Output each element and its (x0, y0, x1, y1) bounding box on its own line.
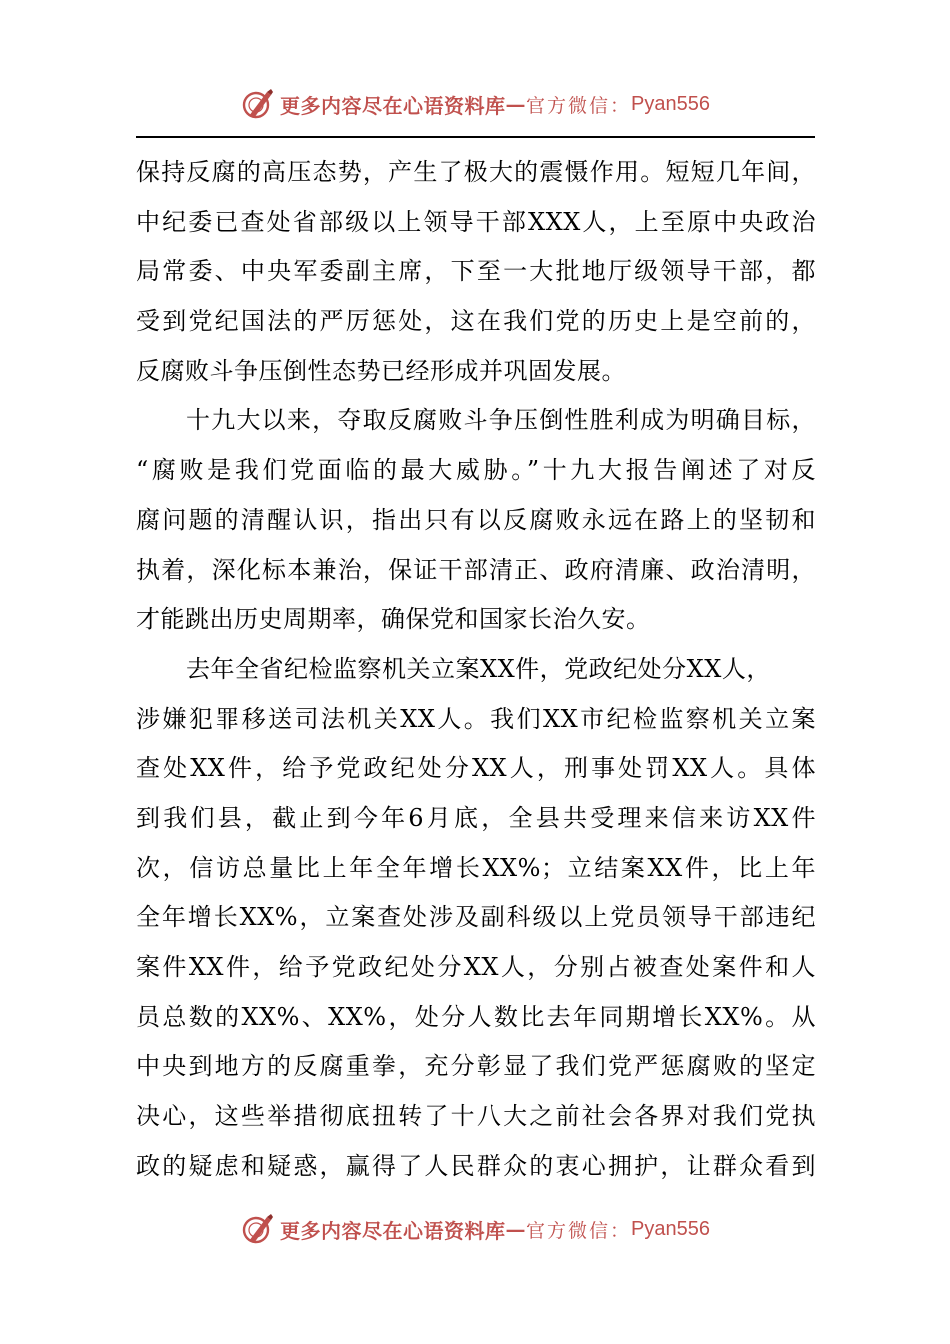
header-wechat-label: 官方微信： (526, 94, 632, 117)
footer-banner (0, 1207, 950, 1251)
text-line: 到我们县，截止到今年6月底，全县共受理来信来访XX件 (136, 803, 816, 832)
header-separator: — (505, 92, 526, 116)
header-brand-text: 更多内容尽在心语资料库 (280, 93, 506, 118)
text-line: 反腐败斗争压倒性态势已经形成并巩固发展。 (136, 356, 626, 385)
text-line: 涉嫌犯罪移送司法机关XX人。我们XX市纪检监察机关立案 (136, 704, 816, 733)
text-line: 中纪委已查处省部级以上领导干部XXX人，上至原中央政治 (136, 207, 816, 236)
text-line: 员总数的XX%、XX%，处分人数比去年同期增长XX%。从 (136, 1002, 816, 1031)
header-divider (136, 136, 815, 138)
text-line: 十九大以来，夺取反腐败斗争压倒性胜利成为明确目标， (186, 406, 816, 435)
header-wechat-id: Pyan556 (631, 92, 710, 115)
text-line: 案件XX件，给予党政纪处分XX人，分别占被查处案件和人 (136, 953, 816, 981)
text-line: 腐问题的清醒认识，指出只有以反腐败永远在路上的坚韧和 (136, 505, 816, 534)
header-banner (0, 82, 950, 126)
text-line: 次，信访总量比上年全年增长XX%；立结案XX件，比上年 (136, 853, 816, 882)
footer-wechat-label: 官方微信： (526, 1219, 632, 1242)
footer-separator: — (505, 1217, 526, 1241)
text-line: 局常委、中央军委副主席，下至一大批地厅级领导干部，都 (136, 257, 816, 286)
pen-logo-icon (240, 1211, 276, 1247)
footer-wechat-id: Pyan556 (631, 1217, 710, 1240)
text-line: 去年全省纪检监察机关立案XX件，党政纪处分XX人， (186, 654, 771, 683)
text-line: 决心，这些举措彻底扭转了十八大之前社会各界对我们党执 (136, 1102, 816, 1131)
pen-logo-icon (240, 86, 276, 122)
text-line: 查处XX件，给予党政纪处分XX人，刑事处罚XX人。具体 (136, 754, 816, 783)
text-line: 中央到地方的反腐重拳，充分彰显了我们党严惩腐败的坚定 (136, 1052, 816, 1081)
text-line: 执着，深化标本兼治，保证干部清正、政府清廉、政治清明， (136, 555, 816, 584)
footer-brand-text: 更多内容尽在心语资料库 (280, 1218, 506, 1243)
text-line: 才能跳出历史周期率，确保党和国家长治久安。 (136, 605, 651, 634)
text-line: 政的疑虑和疑惑，赢得了人民群众的衷心拥护，让群众看到 (136, 1151, 816, 1180)
text-line: 全年增长XX%，立案查处涉及副科级以上党员领导干部违纪 (136, 903, 816, 932)
text-line: “腐败是我们党面临的最大威胁。”十九大报告阐述了对反 (136, 456, 816, 485)
document-body (136, 148, 816, 1191)
text-line: 受到党纪国法的严厉惩处，这在我们党的历史上是空前的， (136, 307, 816, 336)
text-line: 保持反腐的高压态势，产生了极大的震慑作用。短短几年间， (136, 158, 816, 186)
